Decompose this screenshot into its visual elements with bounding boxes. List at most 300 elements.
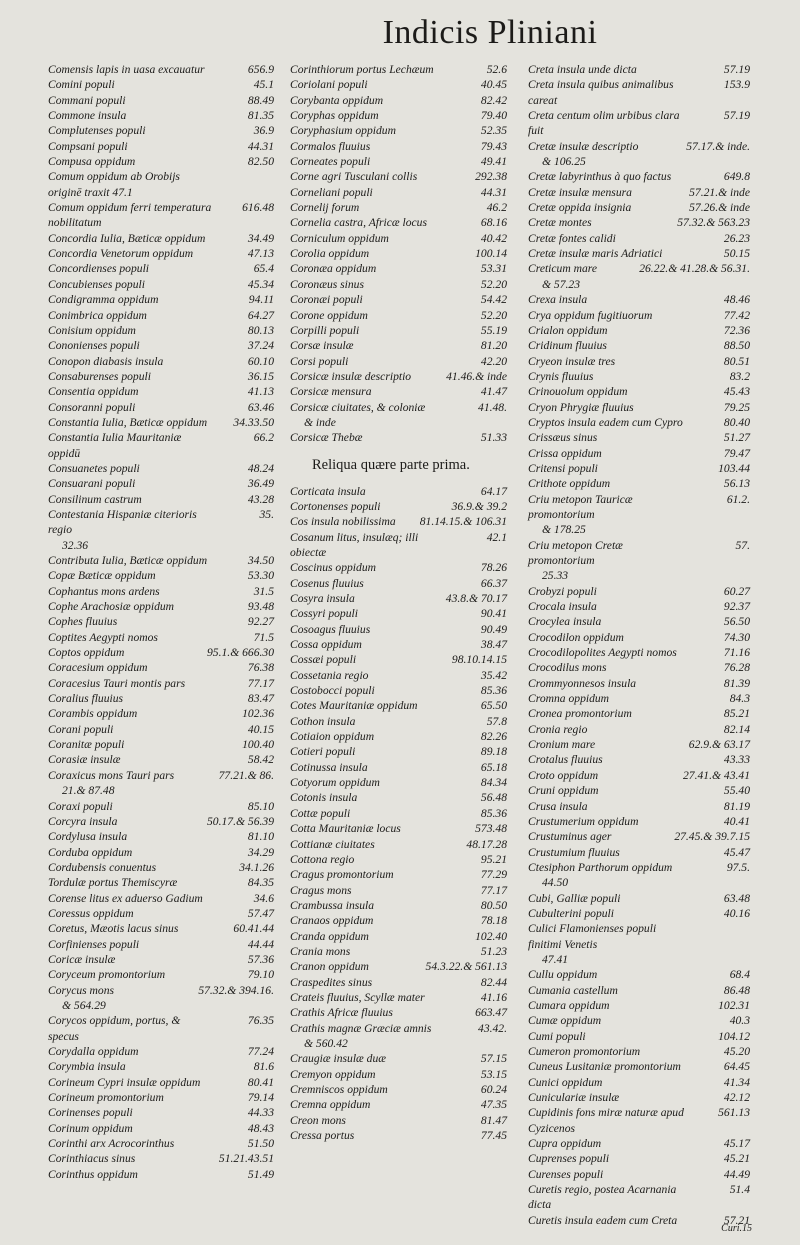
entry-term: Cruni oppidum <box>528 784 599 798</box>
entry-term: Concubienses populi <box>48 277 145 291</box>
index-column-3 <box>528 62 750 1228</box>
entry-pages: 56.50 <box>723 615 750 629</box>
entry-pages: 36.9 <box>253 124 274 138</box>
entry-term: Concordia Iulia, Bæticæ oppidum <box>48 231 206 245</box>
entry-term: Cubi, Galliæ populi <box>528 891 621 905</box>
index-entry <box>528 169 750 184</box>
entry-term: Coralius fluuius <box>48 692 124 706</box>
entry-term: Crocala insula <box>528 600 597 614</box>
index-entry <box>48 62 274 77</box>
entry-term: Craugiæ insulæ duæ <box>290 1052 386 1066</box>
entry-term: Conopon diabasis insula <box>48 354 164 368</box>
entry-term: Corfinienses populi <box>48 937 140 951</box>
index-entry <box>48 1090 274 1105</box>
entry-term: Crusa insula <box>528 799 588 813</box>
index-entry <box>528 400 750 415</box>
index-entry <box>528 492 750 538</box>
entry-pages: 44.31 <box>480 185 507 199</box>
index-entry <box>528 1090 750 1105</box>
entry-pages: 81.19 <box>723 799 750 813</box>
entry-pages: 40.16 <box>723 906 750 920</box>
entry-term: Cornelia castra, Africæ locus <box>290 216 427 230</box>
index-entry <box>48 1167 274 1182</box>
entry-term: Creta centum olim urbibus clara fuit <box>528 109 680 138</box>
index-entry <box>528 430 750 445</box>
index-entry <box>528 338 750 353</box>
entry-pages: 64.27 <box>247 308 274 322</box>
entry-pages: 34.6 <box>253 891 274 905</box>
index-entry <box>48 1044 274 1059</box>
index-entry <box>528 768 750 783</box>
entry-term: Croto oppidum <box>528 768 599 782</box>
index-entry <box>290 683 507 698</box>
entry-term: Cossyri populi <box>290 607 358 621</box>
entry-term: Crustumium fluuius <box>528 845 620 859</box>
index-entry <box>290 292 507 307</box>
index-entry <box>290 1128 507 1143</box>
index-entry <box>528 737 750 752</box>
index-entry <box>290 123 507 138</box>
entry-continuation: 25.33 <box>542 569 569 583</box>
entry-term: Conimbrica oppidum <box>48 308 147 322</box>
entry-term: Creon mons <box>290 1113 346 1127</box>
entry-term: Corticata insula <box>290 484 366 498</box>
entry-pages: 48.24 <box>247 461 274 475</box>
entry-term: Cormalos fluuius <box>290 139 371 153</box>
entry-pages: 88.50 <box>723 339 750 353</box>
entry-term: Curenses populi <box>528 1167 604 1181</box>
entry-pages: 41.46.& inde <box>446 369 507 383</box>
entry-pages: 93.48 <box>247 600 274 614</box>
index-entry <box>48 461 274 476</box>
index-entry <box>48 507 274 553</box>
index-entry <box>290 1097 507 1112</box>
entry-pages: 41.34 <box>723 1075 750 1089</box>
index-entry <box>290 1021 507 1052</box>
entry-pages: 81.10 <box>247 830 274 844</box>
entry-term: Corinenses populi <box>48 1106 133 1120</box>
entry-term: Cremniscos oppidum <box>290 1083 388 1096</box>
entry-term: Copæ Bæticæ oppidum <box>48 569 156 583</box>
entry-pages: 26.22.& 41.28.& 56.31. <box>639 262 750 276</box>
entry-pages: 42.20 <box>480 354 507 368</box>
index-entry <box>528 1136 750 1151</box>
entry-term: Crathis Africæ fluuius <box>290 1006 393 1020</box>
index-entry <box>528 1167 750 1182</box>
entry-pages: 45.20 <box>723 1045 750 1058</box>
index-entry <box>290 729 507 744</box>
entry-pages: 64.17 <box>480 484 507 498</box>
index-entry <box>528 231 750 246</box>
entry-pages: 34.33.50 <box>233 415 274 429</box>
index-entry <box>290 338 507 353</box>
entry-term: Cordylusa insula <box>48 830 128 844</box>
entry-pages: 94.11 <box>248 293 274 307</box>
entry-pages: 60.10 <box>247 354 274 368</box>
entry-term: Crateis fluuius, Scyllæ mater <box>290 990 425 1004</box>
entry-pages: 79.25 <box>723 400 750 414</box>
index-entry <box>290 652 507 667</box>
index-entry <box>290 430 507 445</box>
index-entry <box>48 246 274 261</box>
index-entry <box>48 676 274 691</box>
entry-term: Cranaos oppidum <box>290 914 374 928</box>
entry-term: Cumara oppidum <box>528 998 610 1012</box>
entry-pages: 55.19 <box>480 323 507 337</box>
entry-term: Crocodilus mons <box>528 661 607 675</box>
index-entry <box>528 354 750 369</box>
entry-pages: 102.31 <box>718 998 750 1012</box>
index-entry <box>48 261 274 276</box>
entry-pages: 40.15 <box>247 722 274 736</box>
entry-term: Cretæ montes <box>528 216 592 230</box>
index-entry <box>290 760 507 775</box>
entry-pages: 43.8.& 70.17 <box>445 592 507 605</box>
entry-pages: 79.14 <box>247 1091 274 1105</box>
entry-pages: 80.40 <box>723 415 750 429</box>
entry-pages: 656.9 <box>247 63 274 76</box>
index-entry <box>528 62 750 77</box>
entry-term: Cothon insula <box>290 714 356 728</box>
entry-pages: 77.29 <box>480 868 507 882</box>
index-entry <box>48 768 274 799</box>
entry-term: Cosyra insula <box>290 592 355 605</box>
index-entry <box>290 637 507 652</box>
entry-term: Cophantus mons ardens <box>48 584 160 598</box>
index-entry <box>290 530 507 561</box>
index-entry <box>48 1105 274 1120</box>
index-entry <box>48 614 274 629</box>
entry-term: Consuanetes populi <box>48 461 140 475</box>
index-entry <box>528 215 750 230</box>
entry-pages: 82.26 <box>480 730 507 744</box>
entry-term: Compusa oppidum <box>48 155 136 169</box>
index-entry <box>528 783 750 798</box>
entry-pages: 60.27 <box>723 584 750 598</box>
index-entry <box>290 1067 507 1082</box>
entry-pages: 79.47 <box>723 446 750 460</box>
entry-term: Coricæ insulæ <box>48 952 116 966</box>
entry-continuation: 21.& 87.48 <box>62 784 115 798</box>
entry-pages: 80.13 <box>247 323 274 337</box>
entry-term: Comini populi <box>48 78 115 92</box>
index-entry <box>48 1059 274 1074</box>
entry-term: Corpilli populi <box>290 323 360 337</box>
entry-pages: 56.13 <box>723 477 750 491</box>
entry-term: Cossæi populi <box>290 653 357 667</box>
entry-term: Cotonis insula <box>290 791 358 805</box>
entry-pages: 63.48 <box>723 891 750 905</box>
index-entry <box>290 606 507 621</box>
entry-pages: 53.31 <box>480 262 507 276</box>
index-entry <box>48 77 274 92</box>
entry-pages: 43.28 <box>247 492 274 506</box>
entry-term: Cupidinis fons miræ naturæ apud Cyzicenos <box>528 1106 684 1135</box>
entry-term: Concordia Venetorum oppidum <box>48 247 194 261</box>
entry-pages: 57.8 <box>486 714 507 728</box>
index-entry <box>48 875 274 890</box>
entry-pages: 84.34 <box>480 776 507 790</box>
entry-term: Crotalus fluuius <box>528 753 603 767</box>
entry-term: Cumania castellum <box>528 983 618 997</box>
entry-pages: 35.42 <box>480 668 507 682</box>
entry-pages: 71.5 <box>253 630 274 644</box>
index-entry <box>290 867 507 882</box>
entry-pages: 37.24 <box>247 339 274 353</box>
entry-pages: 72.36 <box>723 323 750 337</box>
entry-term: Crocodilopolites Aegypti nomos <box>528 646 677 660</box>
index-entry <box>290 837 507 852</box>
entry-term: Constantia Iulia, Bæticæ oppidum <box>48 415 208 429</box>
entry-term: Cumeron promontorium <box>528 1045 641 1058</box>
index-entry <box>48 584 274 599</box>
entry-term: Cottianæ ciuitates <box>290 837 375 851</box>
index-entry <box>48 1151 274 1166</box>
entry-pages: 51.4 <box>729 1183 750 1197</box>
index-entry <box>48 706 274 721</box>
entry-term: Cronia regio <box>528 722 588 736</box>
entry-term: Cretæ fontes calidi <box>528 231 616 245</box>
entry-term: Crustumerium oppidum <box>528 814 639 828</box>
entry-term: Curetis regio, postea Acarnania dicta <box>528 1183 677 1212</box>
entry-pages: 81.39 <box>723 676 750 690</box>
entry-term: Cupra oppidum <box>528 1137 602 1151</box>
entry-pages: 88.49 <box>247 93 274 107</box>
entry-term: Crommyonnesos insula <box>528 676 637 690</box>
index-entry <box>528 906 750 921</box>
index-entry <box>528 1013 750 1028</box>
entry-continuation: & inde <box>304 415 336 429</box>
entry-pages: 50.15 <box>723 247 750 261</box>
entry-term: Craspedites sinus <box>290 975 373 989</box>
entry-pages: 100.40 <box>242 738 274 752</box>
entry-term: Corduba oppidum <box>48 845 133 859</box>
index-entry <box>48 799 274 814</box>
index-entry <box>528 384 750 399</box>
index-entry <box>528 998 750 1013</box>
index-entry <box>290 62 507 77</box>
page-title: Indicis Pliniani <box>382 14 598 51</box>
entry-term: Crobyzi populi <box>528 584 597 598</box>
index-entry <box>290 852 507 867</box>
index-entry <box>48 691 274 706</box>
entry-pages: 95.1.& 666.30 <box>207 646 274 660</box>
entry-term: Cuniculariæ insulæ <box>528 1091 620 1105</box>
entry-pages: 104.12 <box>718 1029 750 1043</box>
index-entry <box>528 323 750 338</box>
entry-pages: 79.40 <box>480 109 507 123</box>
entry-pages: 44.49 <box>723 1167 750 1181</box>
index-entry <box>528 77 750 108</box>
entry-continuation: & 560.42 <box>304 1036 348 1050</box>
entry-pages: 45.34 <box>247 277 274 291</box>
entry-pages: 45.47 <box>723 845 750 859</box>
index-entry <box>290 1113 507 1128</box>
index-entry <box>48 921 274 936</box>
index-entry <box>48 860 274 875</box>
index-entry <box>528 891 750 906</box>
index-entry <box>48 630 274 645</box>
entry-term: Coranitæ populi <box>48 738 125 752</box>
entry-pages: 57.19 <box>723 63 750 76</box>
entry-pages: 82.14 <box>723 722 750 736</box>
entry-term: Corense litus ex aduerso Gadium <box>48 891 203 905</box>
index-entry <box>290 384 507 399</box>
entry-pages: 44.33 <box>247 1106 274 1120</box>
entry-term: Cromna oppidum <box>528 692 610 706</box>
index-entry <box>290 959 507 974</box>
entry-term: Concordienses populi <box>48 262 150 276</box>
entry-pages: 81.47 <box>480 1113 507 1127</box>
index-entry <box>528 845 750 860</box>
entry-pages: 42.12 <box>723 1091 750 1105</box>
entry-term: Cordubensis conuentus <box>48 860 157 874</box>
entry-pages: 649.8 <box>723 170 750 184</box>
entry-pages: 34.49 <box>247 231 274 245</box>
entry-term: Contributa Iulia, Bæticæ oppidum <box>48 554 208 567</box>
entry-term: Cononienses populi <box>48 339 140 353</box>
index-entry <box>48 568 274 583</box>
entry-pages: 41.48. <box>478 400 507 414</box>
index-entry <box>48 200 274 231</box>
entry-pages: 89.18 <box>480 745 507 759</box>
entry-pages: 80.41 <box>247 1075 274 1089</box>
entry-term: Coraxi populi <box>48 799 113 813</box>
entry-term: Consaburenses populi <box>48 369 151 383</box>
entry-term: Corsi populi <box>290 354 349 368</box>
entry-pages: 97.5. <box>726 860 750 874</box>
entry-term: Cragus promontorium <box>290 868 394 882</box>
entry-pages: 45.21 <box>723 1152 750 1166</box>
entry-pages: 77.21.& 86. <box>218 768 274 782</box>
entry-term: Compsani populi <box>48 139 128 153</box>
index-entry <box>290 514 507 529</box>
entry-term: Comensis lapis in uasa excauatur <box>48 63 205 76</box>
index-entry <box>48 154 274 169</box>
index-entry <box>48 1013 274 1044</box>
index-entry <box>290 929 507 944</box>
entry-term: Cophes fluuius <box>48 615 118 629</box>
entry-term: Coryphasium oppidum <box>290 124 396 138</box>
entry-term: Crithote oppidum <box>528 477 611 491</box>
entry-pages: 61.2. <box>726 492 750 506</box>
entry-pages: 45.43 <box>723 385 750 399</box>
entry-pages: 102.36 <box>242 707 274 721</box>
entry-term: Crambussa insula <box>290 898 375 912</box>
entry-pages: 47.35 <box>480 1098 507 1112</box>
entry-pages: 53.30 <box>247 569 274 583</box>
entry-term: Cretæ insulæ descriptio <box>528 139 639 153</box>
entry-term: Crocodilon oppidum <box>528 630 624 644</box>
entry-term: Corineum Cypri insulæ oppidum <box>48 1075 201 1089</box>
index-entry <box>48 845 274 860</box>
index-entry <box>290 139 507 154</box>
index-entry <box>528 799 750 814</box>
entry-continuation: & 178.25 <box>542 523 586 537</box>
index-entry <box>528 599 750 614</box>
index-entry <box>290 790 507 805</box>
entry-term: Coryphas oppidum <box>290 109 379 123</box>
entry-pages: 76.35 <box>247 1014 274 1028</box>
index-entry <box>290 354 507 369</box>
index-entry <box>290 560 507 575</box>
entry-pages: 48.43 <box>247 1121 274 1135</box>
index-entry <box>528 691 750 706</box>
entry-pages: 81.14.15.& 106.31 <box>419 515 507 529</box>
entry-pages: 81.35 <box>247 109 274 123</box>
entry-pages: 68.16 <box>480 216 507 230</box>
index-entry <box>528 461 750 476</box>
entry-pages: 80.50 <box>480 898 507 912</box>
entry-term: Cremna oppidum <box>290 1098 371 1112</box>
entry-pages: 100.14 <box>475 247 507 261</box>
entry-pages: 51.23 <box>480 944 507 958</box>
entry-pages: 45.1 <box>253 78 274 92</box>
entry-pages: 49.41 <box>480 155 507 169</box>
entry-pages: 54.3.22.& 561.13 <box>425 960 507 974</box>
entry-continuation: 47.41 <box>542 952 569 966</box>
entry-pages: 64.45 <box>723 1060 750 1074</box>
index-entry <box>528 706 750 721</box>
index-entry <box>528 1029 750 1044</box>
entry-term: Creticum mare <box>528 262 598 276</box>
entry-term: Consoranni populi <box>48 400 136 414</box>
entry-term: Cossetania regio <box>290 668 369 682</box>
entry-term: Corasiæ insulæ <box>48 753 121 767</box>
index-entry <box>48 752 274 767</box>
entry-term: Coptos oppidum <box>48 646 125 660</box>
entry-pages: 42.1 <box>486 530 507 544</box>
entry-term: Corsicæ Thebæ <box>290 431 363 445</box>
entry-pages: 85.36 <box>480 684 507 698</box>
catchword: Curi.15 <box>721 1223 752 1234</box>
index-entry <box>48 400 274 415</box>
entry-term: Consentia oppidum <box>48 385 139 399</box>
index-entry <box>528 261 750 292</box>
entry-pages: 52.20 <box>480 277 507 291</box>
entry-pages: 51.27 <box>723 431 750 445</box>
entry-pages: 95.21 <box>480 852 507 866</box>
entry-pages: 40.41 <box>723 814 750 828</box>
entry-term: Crocylea insula <box>528 615 602 629</box>
entry-term: Cuneus Lusitaniæ promontorium <box>528 1060 681 1074</box>
entry-continuation: 44.50 <box>542 876 569 890</box>
index-entry <box>48 139 274 154</box>
entry-pages: 62.9.& 63.17 <box>688 738 750 752</box>
entry-pages: 65.4 <box>253 262 274 276</box>
entry-term: Coriolani populi <box>290 78 368 92</box>
index-entry <box>528 722 750 737</box>
entry-continuation: & 564.29 <box>62 998 106 1012</box>
index-entry <box>528 814 750 829</box>
entry-term: Cosoagus fluuius <box>290 622 371 636</box>
index-entry <box>528 752 750 767</box>
entry-pages: 82.42 <box>480 93 507 107</box>
entry-continuation: & 57.23 <box>542 277 581 291</box>
entry-term: Critensi populi <box>528 461 598 475</box>
index-entry <box>48 660 274 675</box>
entry-pages: 57.26.& inde <box>689 201 750 215</box>
entry-term: Contestania Hispaniæ citerioris regio <box>48 507 197 537</box>
entry-term: Corsicæ ciuitates, & coloniæ <box>290 400 426 414</box>
entry-pages: 102.40 <box>475 929 507 943</box>
entry-pages: 57.21 <box>723 1213 750 1227</box>
entry-pages: 36.15 <box>247 369 274 383</box>
index-entry <box>48 722 274 737</box>
index-entry <box>528 538 750 584</box>
entry-pages: 50.17.& 56.39 <box>207 814 274 828</box>
entry-pages: 41.16 <box>480 990 507 1004</box>
